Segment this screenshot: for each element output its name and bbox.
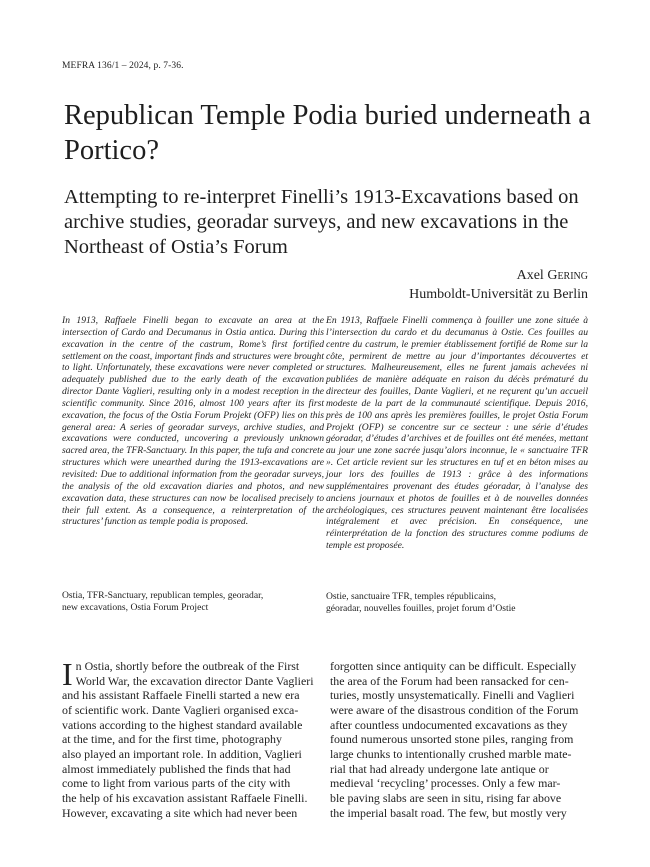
body-line: of scientific work. Dante Vaglieri organised exca- — [62, 702, 299, 717]
article-subtitle: Attempting to re-interpret Finelli’s 1913-Excavations based on archive studies, georadar surveys, and new excavations in the Northeast of Ostia’s Forum — [64, 186, 579, 258]
body-line: n Ostia, shortly before the outbreak of the First — [75, 659, 300, 673]
body-line: ble paving slabs are seen in situ, rising far above — [330, 790, 562, 805]
body-line: World War, the excavation director Dante Vaglieri — [75, 673, 314, 688]
author-affiliation: Humboldt-Universität zu Berlin — [409, 287, 588, 302]
running-head: MEFRA 136/1 – 2024, p. 7-36. — [62, 61, 184, 71]
author-first-name: Axel — [516, 268, 544, 283]
body-line: and his assistant Raffaele Finelli started a new era — [62, 688, 300, 703]
body-text-right-column — [330, 659, 588, 820]
body-line: forgotten since antiquity can be difficult. Especially — [330, 659, 577, 673]
keywords-french-line: Ostie, sanctuaire TFR, temples républicains, — [326, 591, 497, 602]
author-name — [409, 266, 588, 285]
abstract-french: En 1913, Raffaele Finelli commença à fouiller une zone située à l’intersection du cardo et du decumanus à Ostie. Ces fouilles au centre du castrum, le premier établissement fortifié de Rome sur la côte, permirent de mettre au jour d’importantes découvertes et structures. Malheureusement, elles ne furent jamais achevées ni publiées de manière adéquate en raison du décès prématuré du directeur des fouilles, Dante Vaglieri, et ne reçurent qu’un accueil modeste de la part de la communauté scientifique. Depuis 2016, près de 100 ans après les premières fouilles, le projet Ostia Forum Projekt (OFP) se concentre sur ce secteur : une série d’études géoradar, d’études d’archives et de fouilles ont été menées, mettant au jour une zone sacrée jusqu’alors inconnue, le « sanctuaire TFR ». Cet article revient sur les structures en tuf et en béton mises au jour lors des fouilles de 1913 : grâce à des informations supplémentaires provenant des études géoradar, à l’analyse des anciens journaux et photos de fouilles et à de nouvelles données archéologiques, ces structures peuvent maintenant être localisées intégralement et avec précision. En conséquence, une réinterprétation de la fonction des structures comme podiums de temple est proposée. — [326, 315, 588, 552]
body-line: medieval ‘recycling’ processes. Only a few mar- — [330, 776, 561, 791]
body-line: were aware of the disastrous condition of the Forum — [330, 702, 579, 717]
article-title: Republican Temple Podia buried underneath a Portico? — [64, 100, 591, 166]
body-line: rial that had already undergone late antique or — [330, 761, 549, 776]
body-line: However, excavating a site which had never been — [62, 805, 298, 820]
body-line: the help of his excavation assistant Raffaele Finelli. — [62, 790, 308, 805]
author-last-name: Gering — [547, 268, 588, 283]
body-line: after countless undocumented excavations as they — [330, 717, 568, 732]
body-line: also played an important role. In addition, Vaglieri — [62, 746, 302, 761]
keywords-french — [326, 591, 588, 615]
body-line: turies, mostly unsystematically. Finelli and Vaglieri — [330, 688, 575, 703]
body-line: come to light from various parts of the city with — [62, 776, 291, 791]
drop-cap: I — [62, 656, 73, 692]
body-line: at the time, and for the first time, photography — [62, 732, 282, 747]
keywords-french-line: géoradar, nouvelles fouilles, projet forum d’Ostie — [326, 603, 516, 614]
body-line: the area of the Forum had been ransacked for cen- — [330, 673, 569, 688]
body-line: the imperial basalt road. The few, but mostly very — [330, 805, 567, 820]
body-text-left-column — [62, 656, 320, 820]
body-line: vations according to the highest standard available — [62, 717, 303, 732]
body-line: found numerous unsorted stone piles, ranging from — [330, 732, 574, 747]
body-line: almost immediately published the finds that had — [62, 761, 291, 776]
author-block — [409, 266, 588, 304]
keywords-english-line: Ostia, TFR-Sanctuary, republican temples, georadar, — [62, 590, 264, 601]
body-line: large chunks to intentionally crushed marble mate- — [330, 746, 572, 761]
abstract-english: In 1913, Raffaele Finelli began to excavate an area at the intersection of Cardo and Decumanus in Ostia antica. During this excavation in the centre of the castrum, Rome’s first fortified settlement on the coast, important finds and structures were brought to light. Unfortunately, these excavations were never completed or adequately published due to the early death of the excavation director Dante Vaglieri, resulting only in a modest reception in the scientific community. Since 2016, almost 100 years after its first excavation, the focus of the Ostia Forum Projekt (OFP) lies on this general area: A series of georadar surveys, archive studies, and excavations were conducted, uncovering a previously unknown sacred area, the TFR-Sanctuary. In this paper, the tufa and concrete structures which were unearthed during the 1913-excavations are revisited: Due to additional information from the georadar surveys, the analysis of the old excavation diaries and photos, and new excavation data, these structures can now be localised precisely to their full extent. As a consequence, a reinterpretation of the structures’ function as temple podia is proposed. — [62, 315, 324, 528]
keywords-english-line: new excavations, Ostia Forum Project — [62, 602, 209, 613]
keywords-english — [62, 590, 324, 614]
